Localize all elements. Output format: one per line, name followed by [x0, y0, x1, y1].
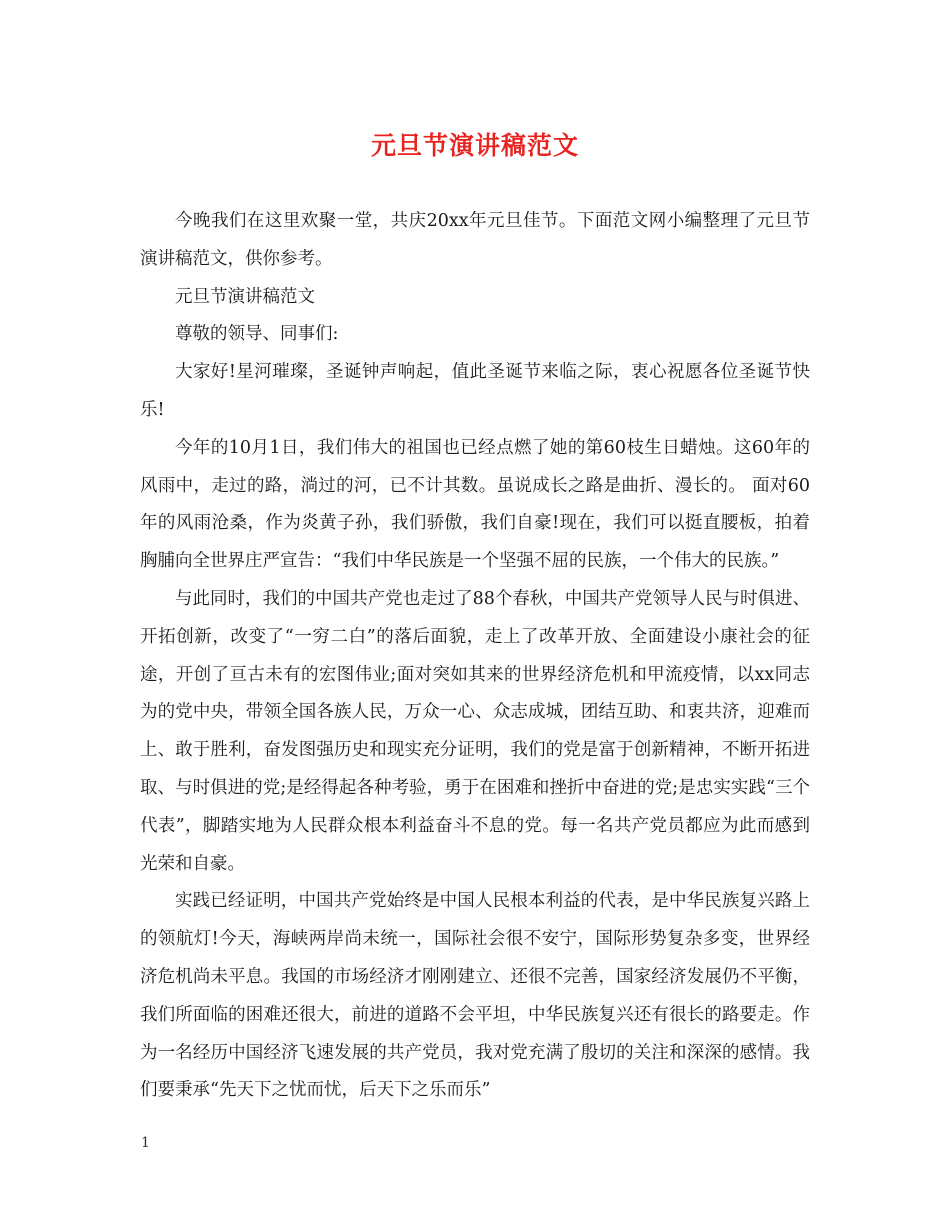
- paragraph-intro: 今晚我们在这里欢聚一堂，共庆20xx年元旦佳节。下面范文网小编整理了元旦节演讲稿范文，供你参考。: [140, 211, 810, 269]
- paragraph-party-history: 与此同时，我们的中国共产党也走过了88个春秋，中国共产党领导人民与时俱进、开拓创新，改变了“一穷二白”的落后面貌，走上了改革开放、全面建设小康社会的征途，开创了亘古未有的宏图伟业;面对突如其来的世界经济危机和甲流疫情，以xx同志为的党中央，带领全国各族人民，万众一心、众志成城，团结互助、和衷共济，迎难而上、敢于胜利，奋发图强历史和现实充分证明，我们的党是富于创新精神，不断开拓进取、与时俱进的党;是经得起各种考验，勇于在困难和挫折中奋进的党;是忠实实践“三个代表”，脚踏实地为人民群众根本利益奋斗不息的党。每一名共产党员都应为此而感到光荣和自豪。: [140, 588, 810, 874]
- paragraph-subtitle: 元旦节演讲稿范文: [175, 286, 315, 307]
- document-title: 元旦节演讲稿范文: [370, 131, 579, 160]
- document-body: [140, 203, 810, 1110]
- page-number: 1: [141, 1135, 150, 1151]
- paragraph-salutation: 尊敬的领导、同事们:: [175, 324, 339, 345]
- paragraph-anniversary: 今年的10月1日，我们伟大的祖国也已经点燃了她的第60枝生日蜡烛。这60年的风雨中，走过的路，淌过的河，已不计其数。虽说成长之路是曲折、漫长的。 面对60年的风雨沧桑，作为炎黄子孙，我们骄傲，我们自豪!现在，我们可以挺直腰板，拍着胸脯向全世界庄严宣告：“我们中华民族是一个坚强不屈的民族，一个伟大的民族。”: [140, 437, 810, 572]
- paragraph-practice: 实践已经证明，中国共产党始终是中国人民根本利益的代表，是中华民族复兴路上的领航灯!今天，海峡两岸尚未统一，国际社会很不安宁，国际形势复杂多变，世界经济危机尚未平息。我国的市场经济才刚刚建立、还很不完善，国家经济发展仍不平衡，我们所面临的困难还很大，前进的道路不会平坦，中华民族复兴还有很长的路要走。作为一名经历中国经济飞速发展的共产党员，我对党充满了殷切的关注和深深的感情。我们要秉承“先天下之忧而忧，后天下之乐而乐”: [140, 891, 810, 1101]
- paragraph-greeting: 大家好!星河璀璨，圣诞钟声响起，值此圣诞节来临之际，衷心祝愿各位圣诞节快乐!: [140, 362, 810, 420]
